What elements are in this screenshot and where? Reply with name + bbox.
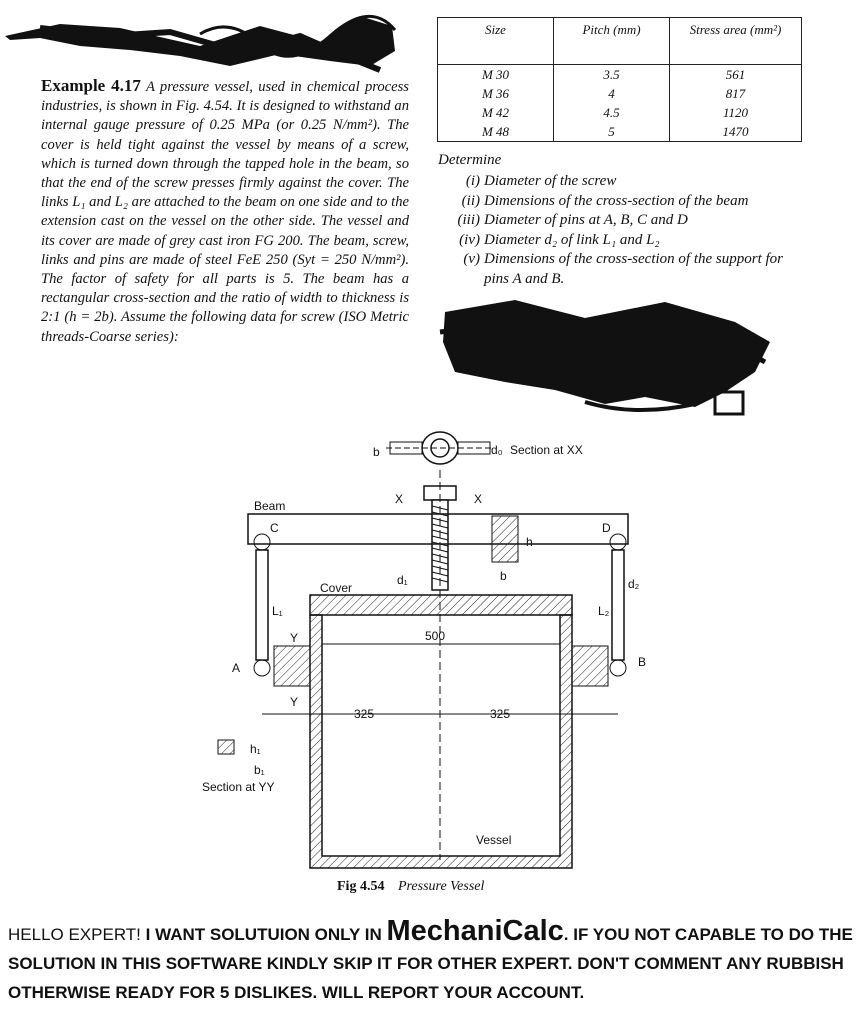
example-number: Example 4.17	[41, 76, 141, 95]
table-cell: M 36	[438, 84, 554, 103]
table-cell: 5	[554, 122, 670, 142]
table-row	[438, 103, 802, 122]
determine-heading: Determine	[438, 152, 502, 168]
label-c: C	[270, 521, 279, 535]
label-vessel: Vessel	[476, 833, 512, 847]
label-d: D	[602, 521, 611, 535]
label-y-top: Y	[290, 631, 299, 645]
table-header-pitch: Pitch (mm)	[554, 18, 670, 65]
label-cover: Cover	[320, 581, 353, 595]
label-l1: L₁	[272, 604, 283, 618]
request-bold: I WANT SOLUTUION ONLY IN	[145, 925, 387, 944]
table-cell: 1470	[670, 122, 802, 142]
table-cell: M 48	[438, 122, 554, 142]
table-cell: 4.5	[554, 103, 670, 122]
table-cell: 4	[554, 84, 670, 103]
list-item: (ii) Dimensions of the cross-section of the beam	[461, 192, 749, 209]
label-l2: L₂	[598, 604, 610, 618]
label-x-right: X	[474, 492, 483, 506]
request-prefix: HELLO EXPERT!	[8, 925, 146, 944]
label-h1: h₁	[250, 742, 261, 756]
table-cell: 561	[670, 65, 802, 85]
table-cell: 817	[670, 84, 802, 103]
label-y-bottom: Y	[290, 695, 299, 709]
example-text: A pressure vessel, used in chemical process industries, is shown in Fig. 4.54. It is designed to withstand an internal gauge pressure of 0.25 MPa (or 0.25 N/mm²). The cover is held tight against the vessel by means of a screw, which is turned down through the tapped hole in the beam, so that the end of the screw presses firmly against the cover. The links L₁ and L₂ are attached to the beam on one side and to the extension cast on the vessel on the other side. The vessel and its cover are made of grey cast iron FG 200. The beam, screw, links and pins are made of steel FeE 250 (Syt = 250 N/mm²). The factor of safety for all parts is 5. The beam has a rectangular cross-section and the ratio of width to thickness is 2:1 (h = 2b). Assume the following data for screw (ISO Metric threads-Coarse series):	[41, 79, 409, 345]
figure-title: Pressure Vessel	[397, 879, 485, 894]
list-item: (i) Diameter of the screw	[465, 173, 617, 189]
section-yy-view	[202, 740, 275, 794]
pressure-vessel-diagram	[190, 420, 647, 870]
label-a: A	[232, 661, 241, 675]
example-statement	[41, 76, 409, 347]
label-b: b	[373, 445, 380, 459]
table-cell: M 30	[438, 65, 554, 85]
table-cell: 1120	[670, 103, 802, 122]
list-item: (iii) Diameter of pins at A, B, C and D	[457, 212, 688, 228]
dim-325-right: 325	[490, 707, 511, 721]
determine-list	[438, 172, 803, 289]
figure-number: Fig 4.54	[337, 879, 385, 894]
label-section-xx: Section at XX	[510, 443, 583, 457]
screw-data-table	[437, 17, 802, 142]
table-row	[438, 122, 802, 142]
label-d0: d₀	[491, 443, 503, 457]
table-header-stress-area: Stress area (mm²)	[670, 18, 802, 65]
dim-325-left: 325	[354, 707, 375, 721]
table-cell: M 42	[438, 103, 554, 122]
table-row	[438, 84, 802, 103]
table-row	[438, 65, 802, 85]
label-section-yy: Section at YY	[202, 780, 275, 794]
section-xx-view	[373, 432, 583, 464]
label-d1: d₁	[397, 573, 408, 587]
label-b-pin: B	[638, 655, 647, 669]
table-header-size: Size	[438, 18, 554, 65]
vessel	[274, 615, 608, 868]
redaction-scribble-right	[435, 292, 780, 422]
list-item: (iv) Diameter d₂ of link L₁ and L₂	[459, 231, 660, 248]
label-beam: Beam	[254, 499, 286, 513]
screw	[395, 470, 482, 860]
redaction-scribble-top	[0, 6, 420, 78]
list-item: (v) Dimensions of the cross-section of the support for pins A and B.	[463, 251, 784, 287]
label-h: h	[526, 535, 533, 549]
request-rest: . IF YOU NOT CAPABLE TO DO THE SOLUTION IN THIS SOFTWARE KINDLY SKIP IT FOR OTHER EXPERT. DON'T COMMENT ANY RUBBISH OTHERWISE READY FOR 5 DISLIKES. WILL REPORT YOUR ACCOUNT.	[8, 925, 853, 1002]
label-x-left: X	[395, 492, 404, 506]
label-b1: b₁	[254, 763, 265, 777]
dim-500: 500	[425, 629, 446, 643]
figure-caption	[337, 879, 484, 895]
software-name: MechaniCalc	[386, 915, 564, 947]
table-cell: 3.5	[554, 65, 670, 85]
label-d2-side: d₂	[628, 577, 640, 591]
label-b-beam: b	[500, 569, 507, 583]
request-note	[8, 917, 858, 1007]
